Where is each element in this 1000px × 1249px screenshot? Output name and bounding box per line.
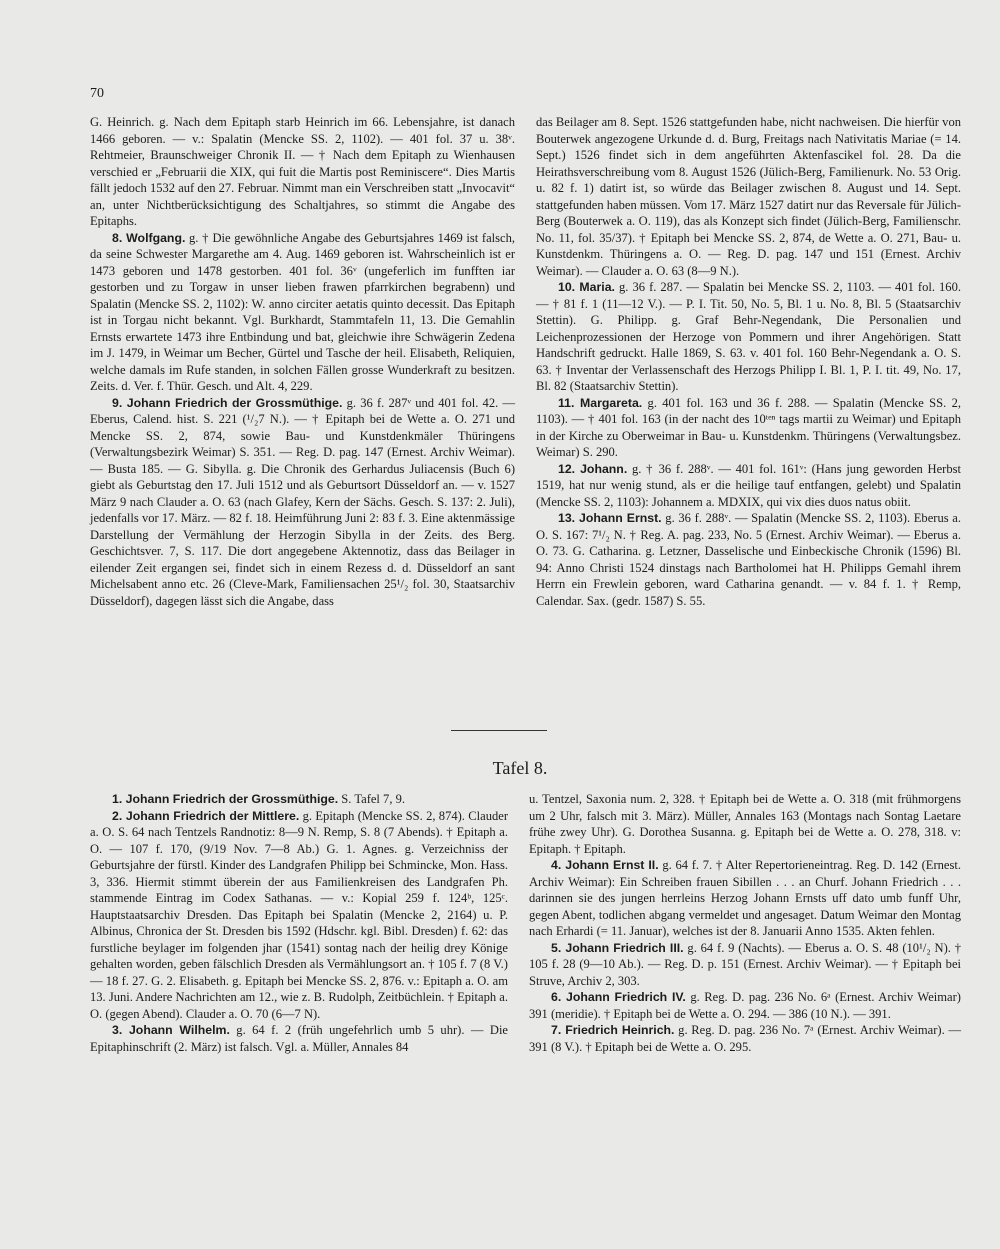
paragraph <box>529 940 961 990</box>
paragraph <box>536 510 961 609</box>
entry-text: g. Reg. D. pag. 236 No. 7ᵃ (Ernest. Archiv Weimar). — 391 (8 V.). † Epitaph bei de Wette a. O. 295. <box>529 1023 961 1054</box>
right-column-bottom <box>529 791 961 1055</box>
paragraph <box>90 230 515 395</box>
paragraph <box>529 791 961 857</box>
section-divider <box>451 730 547 731</box>
entry-text: g. 36 f. 287ᵛ und 401 fol. 42. — Eberus, Calend. hist. S. 221 (¹/₂7 N.). — † Epitaph bei de Wette a. O. 271 und Mencke SS. 2, 874, sowie Bau- und Kunstdenkmäler Thüringens (Verwaltungsbezirk Weimar) S. 351. — Reg. D. pag. 147 (Ernest. Archiv Weimar). — Busta 185. — G. Sibylla. g. Die Chronik des Gerhardus Juliacensis (Buch 6) giebt als Geburtstag den 17. Juli 1512 und als Geburtsort Düsseldorf an. — v. 1527 März 9 nach Clauder a. O. 63 (nach Glafey, Kern der Sächs. Gesch. S. 137: 2. Juli), jedenfalls vor 17. März. — 82 f. 18. Heimführung Juni 2: 83 f. 3. Eine aktenmässige Darstellung der Vermählung der Herzogin Sibylla in der Zeits. des Berg. Geschichtsver. 7, S. 117. Die dort angegebene Aktennotiz, dass das Beilager in eilender Zeit ergangen sei, findet sich in einem Rezess d. d. Düsseldorf an sant Michelsabent anno etc. 26 (Cleve-Mark, Familiensachen 25¹/₂ fol. 30, Staatsarchiv Düsseldorf), dagegen lässt sich die Angabe, dass <box>90 395 515 608</box>
entry-name: 1. Johann Friedrich der Grossmüthige. <box>112 792 339 806</box>
paragraph <box>90 791 508 808</box>
entry-name: 7. Friedrich Heinrich. <box>551 1023 675 1037</box>
right-column-top <box>536 114 961 609</box>
entry-name: 13. Johann Ernst. <box>558 511 662 525</box>
paragraph <box>529 857 961 940</box>
entry-text: g. 64 f. 9 (Nachts). — Eberus a. O. S. 48 (10¹/₂ N). † 105 f. 28 (9—10 Ab.). — Reg. D. p. 151 (Ernest. Archiv Weimar). — † Epitaph bei Struve, Archiv 2, 303. <box>529 940 961 988</box>
left-column-bottom <box>90 791 508 1055</box>
paragraph <box>529 989 961 1022</box>
page-number: 70 <box>90 86 104 101</box>
left-column-top <box>90 114 515 609</box>
entry-text: G. Heinrich. g. Nach dem Epitaph starb Heinrich im 66. Lebensjahre, ist danach 1466 geboren. — v.: Spalatin (Mencke SS. 2, 1102). — 401 fol. 37 u. 38ᵛ. Rehtmeier, Braunschweiger Chronik II. — † Nach dem Epitaph zu Wienhausen verschied er „Februarii die XIX, qui fuit die Martis post Reminiscere“. Dies Martis fällt jedoch 1532 auf den 27. Februar. Nimmt man ein Verschreiben statt „Invocavit“ an, unter Nichtberücksichtigung des Schaltjahres, so stimmt die Angabe des Epitaphs. <box>90 115 515 228</box>
entry-name: 6. Johann Friedrich IV. <box>551 990 686 1004</box>
entry-text: u. Tentzel, Saxonia num. 2, 328. † Epitaph bei de Wette a. O. 318 (mit frühmorgens um 2 Uhr, falsch mit 3. März). Müller, Annales 163 (Montags nach Sontag Laetare frühe zwey Uhr). G. Dorothea Susanna. g. Epitaph bei de Wette a. O. 278, 318. v: Epitaph. † Epitaph. <box>529 792 961 856</box>
entry-text: das Beilager am 8. Sept. 1526 stattgefunden habe, nicht nachweisen. Die hierfür von Bouterwek angezogene Urkunde d. d. Burg, Freitags nach Nativitatis Mariae (= 14. Sept.) 1526 findet sich in dem angeführten Aktenfascikel fol. 28. Da die Heirathsverschreibung vom 8. August 1526 (Jülich-Berg, Familienurk. No. 53 Orig. u. 82 f. 1) datirt ist, so würde das Beilager zwischen 8. August und 14. Sept. stattgefunden haben müssen. Vom 17. März 1527 datirt nur das Reversale für Jülich-Berg (Bouterwek a. O. 119), das als Konzept sich findet (Jülich-Berg, Familienschr. No. 11, fol. 35/37). † Epitaph bei Mencke SS. 2, 874, de Wette a. O. 271, Bau- u. Kunstdenkm. Thüringens a. O. — Reg. D. pag. 147 und 151 (Ernest. Archiv Weimar). — Clauder a. O. 63 (8—9 N.). <box>536 115 961 278</box>
entry-name: 5. Johann Friedrich III. <box>551 940 684 955</box>
paragraph <box>536 279 961 395</box>
entry-name: 9. Johann Friedrich der Grossmüthige. <box>112 395 343 410</box>
entry-name: 10. Maria. <box>558 280 615 294</box>
entry-text: g. 36 f. 287. — Spalatin bei Mencke SS. 2, 1103. — 401 fol. 160. — † 81 f. 1 (11—12 V.). — P. I. Tit. 50, No. 5, Bl. 1 u. No. 8, Bl. 5 (Staatsarchiv Stettin). G. Philipp. g. Graf Behr-Negendank, Die Personalien und Leichenprozessionen der Herzoge von Pommern und ihrer Angehörigen. Statt Handschrift gedruckt. Halle 1869, S. 63. v. 401 fol. 160 Behr-Negendank a. O. S. 63. † Inventar der Verlassenschaft des Herzogs Philipp I. Bl. 1, P. I. tit. 49, No. 17, Bl. 82 (Staatsarchiv Stettin). <box>536 280 961 393</box>
section-title: Tafel 8. <box>492 758 548 778</box>
entry-name: 4. Johann Ernst II. <box>551 858 659 872</box>
paragraph <box>90 395 515 610</box>
entry-text: g. † 36 f. 288ᵛ. — 401 fol. 161ᵛ: (Hans jung geworden Herbst 1519, hat nur wenig stund, als er die heilige tauf entfangen, gelebt) und Spalatin (Mencke SS. 2, 1103): Johannem a. MDXIX, qui vix dies duos natus obiit. <box>536 461 961 509</box>
paragraph <box>536 114 961 279</box>
paragraph <box>536 461 961 511</box>
paragraph <box>529 1022 961 1055</box>
entry-text: g. 36 f. 288ᵛ. — Spalatin (Mencke SS. 2, 1103). Eberus a. O. S. 167: 7¹/₂ N. † Reg. A. pag. 233, No. 5 (Ernest. Archiv Weimar). — Eberus a. O. 73. G. Catharina. g. Letzner, Dasselische und Einbeckische Chronik (1596) Bl. 94: Anno Christi 1524 dinstags nach Bartholomei hat H. Philipps Gemahl ihrem Herrn ein Frewlein geboren, ward Catharina genandt. — v. 84 f. 1. † Remp, Calendar. Sax. (gedr. 1587) S. 55. <box>536 511 961 608</box>
entry-text: g. 401 fol. 163 und 36 f. 288. — Spalatin (Mencke SS. 2, 1103). — † 401 fol. 163 (in der nacht des 10ᵗᵉⁿ tags martii zu Weimar) und Epitaph in der Kirche zu Oberweimar in Bau- u. Kunstdenkm. Thüringens (Verwaltungsbez. Weimar) S. 290. <box>536 395 961 459</box>
entry-name: 8. Wolfgang. <box>112 230 186 245</box>
entry-text: g. Epitaph (Mencke SS. 2, 874). Clauder a. O. S. 64 nach Tentzels Randnotiz: 8—9 N. Remp, S. 8 (7 Abends). † Epitaph a. O. — 107 f. 170, (9/19 Nov. 7—8 Ab.) G. 1. Agnes. g. Verzeichniss der Geburtsjahre der fürstl. Kinder des Landgrafen Philipp bei Schmincke, Mon. Hass. 3, 336. Hiermit stimmt überein der aus Familienkreisen des Landgrafen Ph. stammende Eintrag im Codex Sathanas. — v.: Kopial 259 f. 124ᵇ, 125ᶜ. Hauptstaatsarchiv Dresden. Das Epitaph bei Spalatin (Mencke 2, 2164) u. P. Albinus, Chronica der St. Dresden bis 1592 (Hdschr. kgl. Bibl. Dresden) f. 62: das furstliche beylager im folgenden jhar (1541) sontag nach der heilig drey Könige gehalten worden, geben fälschlich Dresden als Vermählungsort an. † 105 f. 7 (8 V.) — 18 f. 27. G. 2. Elisabeth. g. Epitaph bei Mencke SS. 2, 876. v.: Epitaph a. O. am 13. Juni. Andere Nachrichten am 12., wie z. B. Rudolph, Zeitbüchlein. † Epitaph a. O. (gegen Abend). Clauder a. O. 70 (6—7 N). <box>90 808 508 1021</box>
paragraph <box>90 1022 508 1055</box>
entry-name: 11. Margareta. <box>558 395 643 410</box>
paragraph <box>90 808 508 1023</box>
entry-text: g. 64 f. 2 (früh ungefehrlich umb 5 uhr). — Die Epitaphinschrift (2. März) ist falsch. Vgl. a. Müller, Annales 84 <box>90 1023 508 1054</box>
paragraph <box>536 395 961 461</box>
entry-text: S. Tafel 7, 9. <box>338 792 406 806</box>
paragraph <box>90 114 515 230</box>
entry-name: 2. Johann Friedrich der Mittlere. <box>112 808 300 823</box>
entry-text: g. 64 f. 7. † Alter Repertorieneintrag. Reg. D. 142 (Ernest. Archiv Weimar): Ein Schreiben frauen Sibillen . . . an Churf. Johann Friedrich . . . darinnen sie des jungen herrleins Herzog Johann Ernsts uff dato umb funff Uhr, gegen Abent, todlichen abgang vermeldet und angesaget. Datum Weimar den Montag nach Erhardi (= 11. Januar), welches ist der 8. Januarii Anno 1535. Akten fehlen. <box>529 858 961 938</box>
entry-text: g. Reg. D. pag. 236 No. 6ᵃ (Ernest. Archiv Weimar) 391 (meridie). † Epitaph bei de Wette a. O. 294. — 386 (10 N.). — 391. <box>529 990 961 1021</box>
entry-name: 12. Johann. <box>558 461 628 476</box>
entry-text: g. † Die gewöhnliche Angabe des Geburtsjahres 1469 ist falsch, da seine Schwester Margarethe am 4. Aug. 1469 geboren ist. Wahrscheinlich ist er 1473 geboren und 1478 gestorben. 401 fol. 36ᵛ (ungeferlich im funfften iar gestorben und zu Torgaw in unser lieben frawen pfarrkirchen begrabenn) und Spalatin (Mencke SS. 2, 1102): W. anno circiter aetatis quinto decessit. Das Epitaph ist in Torgau nicht bekannt. Vgl. Burkhardt, Stammtafeln 11, 13. Die Gemahlin Ernsts erwartete 1473 ihre Entbindung und bat, gleichwie ihre Schwägerin Zedena im J. 1479, in Weimar um Becher, Gürtel und Tasche der heil. Elisabeth, Reliquien, welche damals im Rufe standen, in solchen Fällen grosse Wunderkraft zu besitzen. Zeits. d. Ver. f. Thür. Gesch. und Alt. 4, 229. <box>90 230 515 393</box>
entry-name: 3. Johann Wilhelm. <box>112 1023 230 1037</box>
